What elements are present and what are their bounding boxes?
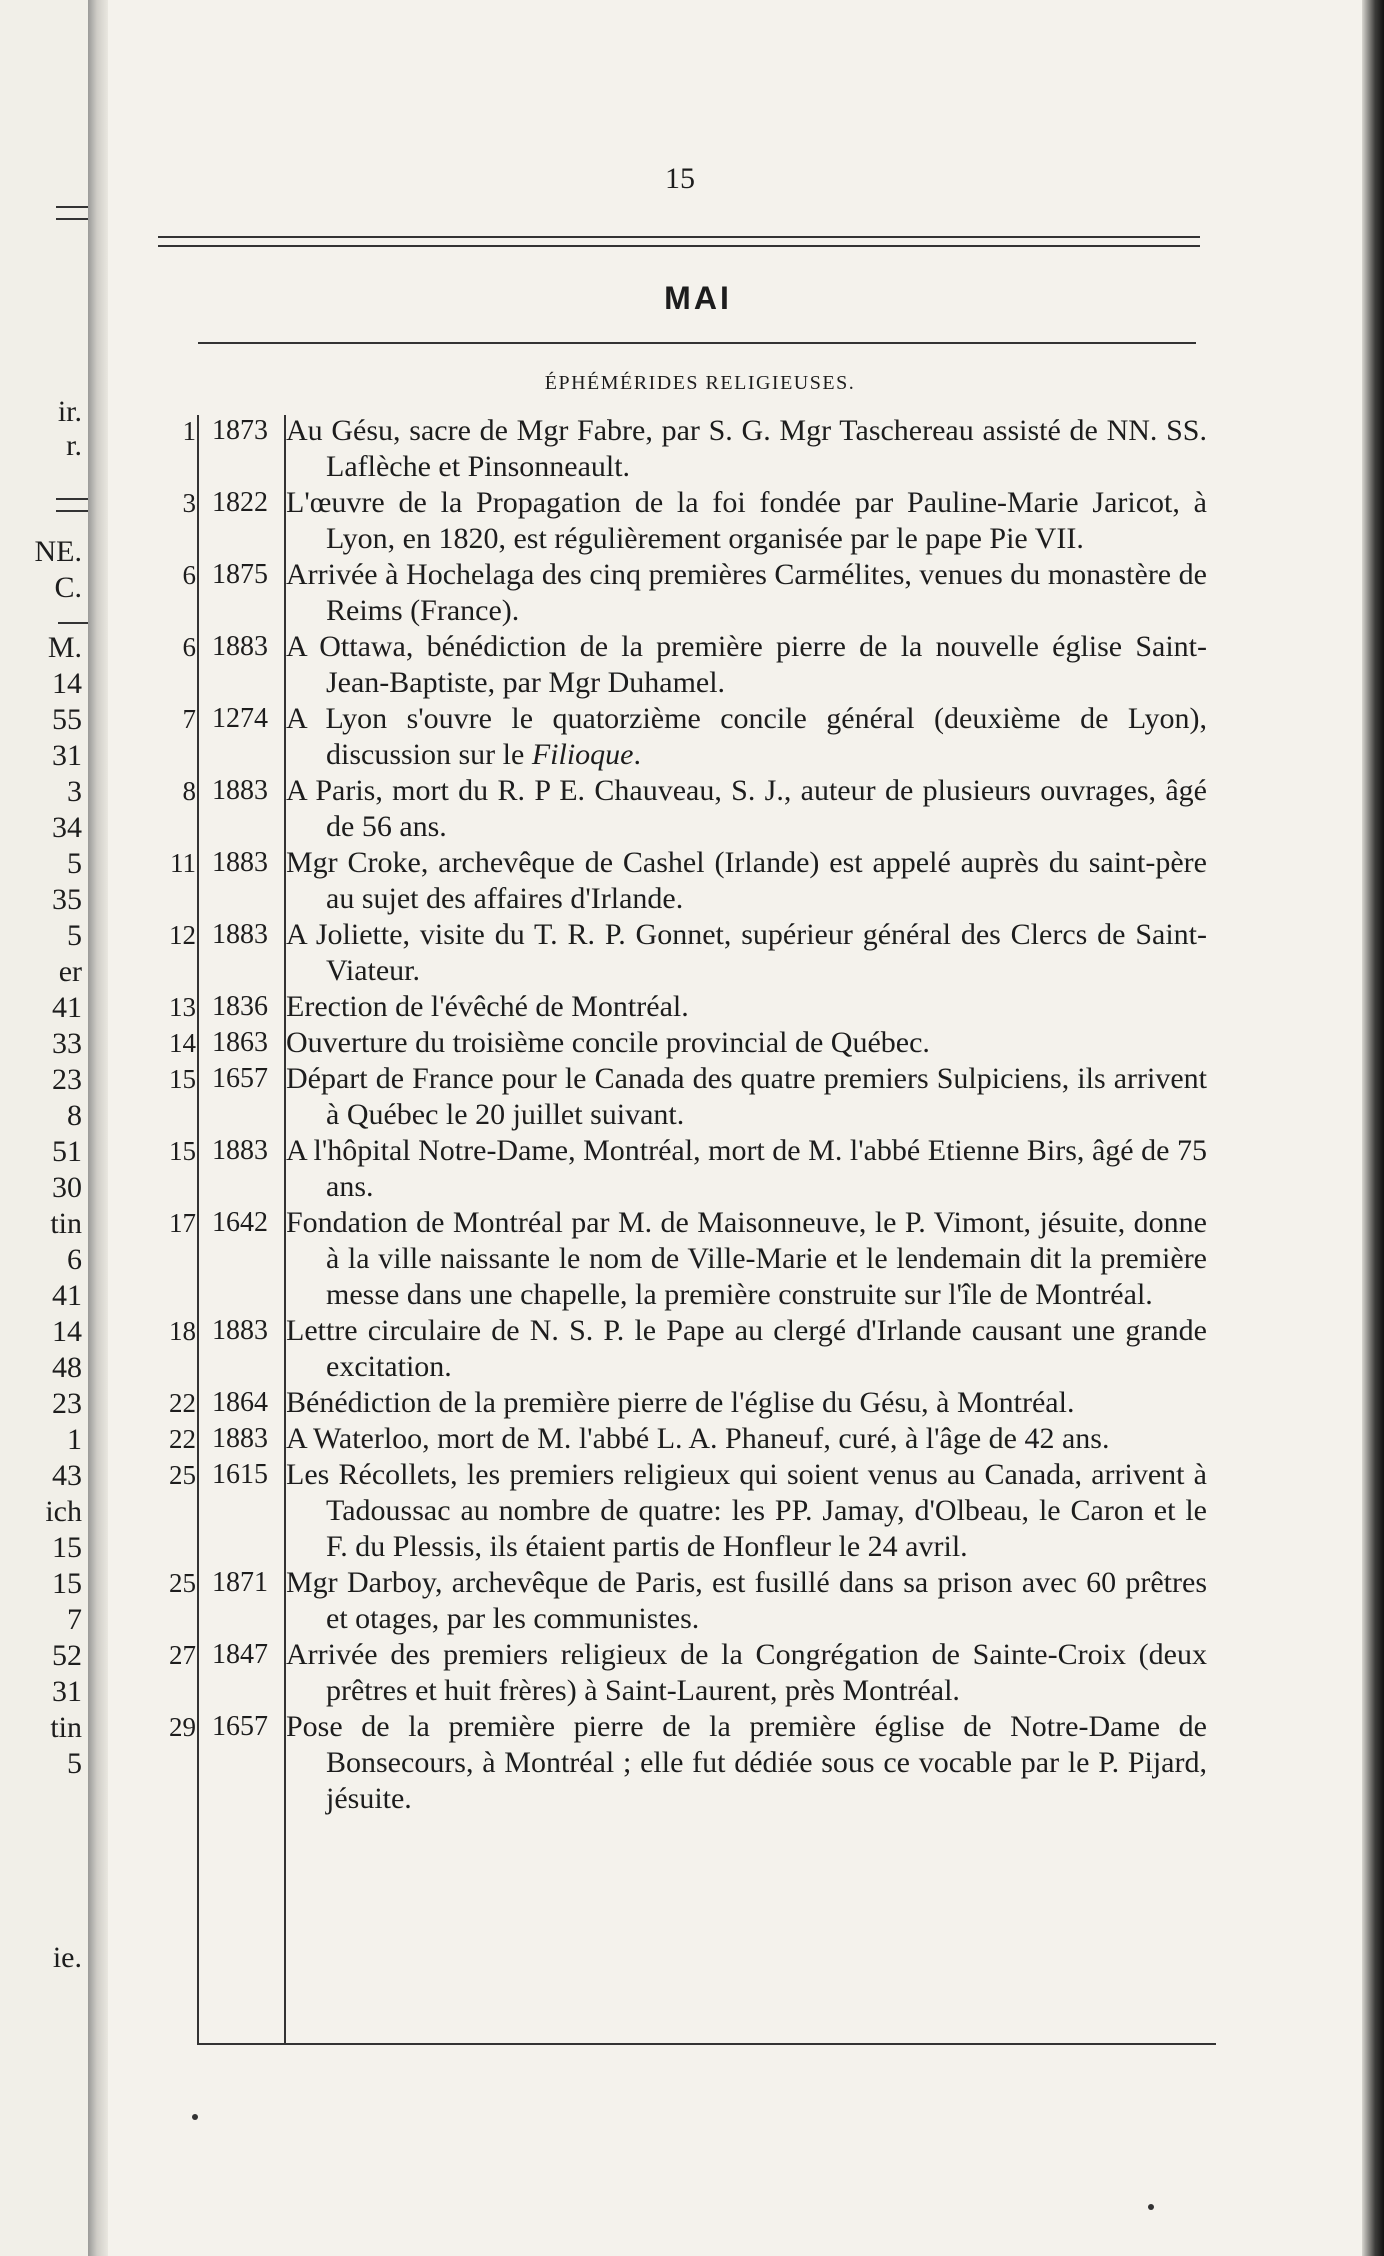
ephemeris-entry — [0, 1133, 1384, 1205]
facing-page-text: tin — [50, 1711, 82, 1744]
ephemeris-entry — [0, 1205, 1384, 1313]
entry-year: 1875 — [212, 559, 268, 590]
facing-page-text: 33 — [52, 1027, 82, 1060]
entry-day: 15 — [169, 1064, 196, 1094]
entry-day: 22 — [169, 1388, 196, 1418]
entry-text — [286, 845, 1207, 917]
entry-day: 25 — [169, 1568, 196, 1598]
facing-page-text: 31 — [52, 739, 82, 772]
entry-day: 8 — [182, 776, 196, 806]
ephemeris-entry — [0, 917, 1384, 989]
entry-text-main: A Joliette, visite du T. R. P. Gonnet, supérieur général des Clercs de Saint-Viateur. — [286, 918, 1207, 987]
facing-page-text: 41 — [52, 991, 82, 1024]
facing-page-text: tin — [50, 1207, 82, 1240]
facing-page-text: M. — [47, 631, 82, 664]
entry-text — [286, 1457, 1207, 1565]
page-number: 15 — [665, 162, 695, 195]
entry-text-main: Pose de la première pierre de la première église de Notre-Dame de Bonsecours, à Montréal ; elle fut dédiée sous ce vocable par le P. Pijard, jésuite. — [286, 1710, 1207, 1815]
entry-day: 18 — [169, 1316, 196, 1346]
facing-page-text: 15 — [52, 1567, 82, 1600]
facing-page-text: ie. — [52, 1941, 82, 1974]
entry-text-main: Départ de France pour le Canada des quatre premiers Sulpiciens, ils arrivent à Québec le 20 juillet suivant. — [286, 1062, 1207, 1131]
entry-year: 1657 — [212, 1711, 268, 1742]
entry-day: 12 — [169, 920, 196, 950]
ephemeris-entry — [0, 1061, 1384, 1133]
facing-page-text: 5 — [67, 1747, 82, 1780]
bottom-rule — [198, 2043, 1216, 2045]
entry-text-main: Ouverture du troisième concile provincial de Québec. — [286, 1026, 930, 1059]
facing-page-text: 31 — [52, 1675, 82, 1708]
entry-year: 1615 — [212, 1459, 268, 1490]
facing-page-double-rule — [56, 206, 88, 220]
entry-text-main: Au Gésu, sacre de Mgr Fabre, par S. G. Mgr Taschereau assisté de NN. SS. Laflèche et Pinsonneault. — [286, 414, 1207, 483]
entry-year: 1863 — [212, 1027, 268, 1058]
entry-day: 27 — [169, 1640, 196, 1670]
entry-day: 6 — [182, 560, 196, 590]
entry-text-main: A Paris, mort du R. P E. Chauveau, S. J., auteur de plusieurs ouvrages, âgé de 56 ans. — [286, 774, 1207, 843]
header-double-rule — [158, 236, 1200, 247]
entry-year: 1864 — [212, 1387, 268, 1418]
facing-page-text: 8 — [67, 1099, 82, 1132]
print-speck — [1148, 2204, 1154, 2210]
entry-year: 1657 — [212, 1063, 268, 1094]
entry-text-main: Bénédiction de la première pierre de l'église du Gésu, à Montréal. — [286, 1386, 1075, 1419]
entry-year: 1274 — [212, 703, 268, 734]
ephemerides-list — [0, 413, 1384, 1817]
entry-text-main: Lettre circulaire de N. S. P. le Pape au clergé d'Irlande causant une grande excitation. — [286, 1314, 1207, 1383]
facing-page-text: 15 — [52, 1531, 82, 1564]
facing-page-text: 14 — [52, 1315, 82, 1348]
page-title: MAI — [664, 280, 732, 316]
ephemeris-entry — [0, 1637, 1384, 1709]
entry-year: 1883 — [212, 1423, 268, 1454]
facing-page-text: C. — [54, 571, 82, 604]
entry-day: 29 — [169, 1712, 196, 1742]
entry-year: 1871 — [212, 1567, 268, 1598]
entry-text — [286, 629, 1207, 701]
facing-page-text: 30 — [52, 1171, 82, 1204]
entry-text-main: Arrivée des premiers religieux de la Congrégation de Sainte-Croix (deux prêtres et huit frères) à Saint-Laurent, près Montréal. — [286, 1638, 1207, 1707]
facing-page-text: NE. — [34, 535, 82, 568]
entry-text — [286, 989, 1207, 1025]
ephemeris-entry — [0, 629, 1384, 701]
facing-page-text: 35 — [52, 883, 82, 916]
entry-year: 1883 — [212, 919, 268, 950]
entry-text-main: A Lyon s'ouvre le quatorzième concile général (deuxième de Lyon), discussion sur le — [286, 702, 1207, 771]
section-subtitle: ÉPHÉMÉRIDES RELIGIEUSES. — [544, 372, 856, 394]
entry-text — [286, 1421, 1207, 1457]
facing-page-text: 3 — [67, 775, 82, 808]
ephemeris-entry — [0, 1709, 1384, 1817]
entry-text-main: Mgr Croke, archevêque de Cashel (Irlande) est appelé auprès du saint-père au sujet des affaires d'Irlande. — [286, 846, 1207, 915]
facing-page-text: 34 — [52, 811, 82, 844]
facing-page-text: 14 — [52, 667, 82, 700]
facing-page-text: r. — [66, 429, 82, 462]
ephemeris-entry — [0, 1565, 1384, 1637]
facing-page-text: 5 — [67, 847, 82, 880]
ephemeris-entry — [0, 1457, 1384, 1565]
facing-page-text: er — [58, 955, 82, 988]
entry-text — [286, 557, 1207, 629]
entry-text — [286, 485, 1207, 557]
entry-text-main: Fondation de Montréal par M. de Maisonneuve, le P. Vimont, jésuite, donne à la ville naissante le nom de Ville-Marie et le lendemain dit la première messe dans une chapelle, la première construite sur l'île de Montréal. — [286, 1206, 1207, 1311]
entry-text-main: A Ottawa, bénédiction de la première pierre de la nouvelle église Saint-Jean-Baptiste, par Mgr Duhamel. — [286, 630, 1207, 699]
entry-text — [286, 773, 1207, 845]
entry-day: 1 — [182, 416, 196, 446]
entry-text-main: Mgr Darboy, archevêque de Paris, est fusillé dans sa prison avec 60 prêtres et otages, par les communistes. — [286, 1566, 1207, 1635]
entry-text — [286, 1205, 1207, 1313]
entry-text — [286, 1709, 1207, 1817]
ephemeris-entry — [0, 1313, 1384, 1385]
entry-year: 1822 — [212, 487, 268, 518]
entry-text — [286, 413, 1207, 485]
ephemeris-entry — [0, 701, 1384, 773]
entry-day: 6 — [182, 632, 196, 662]
entry-day: 11 — [170, 848, 196, 878]
entry-year: 1836 — [212, 991, 268, 1022]
entry-day: 13 — [169, 992, 196, 1022]
print-speck — [192, 2114, 198, 2120]
facing-page-text: ir. — [57, 395, 82, 428]
entry-day: 15 — [169, 1136, 196, 1166]
entry-year: 1883 — [212, 631, 268, 662]
entry-text — [286, 1133, 1207, 1205]
entry-text-main: L'œuvre de la Propagation de la foi fondée par Pauline-Marie Jaricot, à Lyon, en 1820, est régulièrement organisée par le pape Pie VII. — [286, 486, 1207, 555]
entry-text — [286, 1061, 1207, 1133]
facing-page-text: 55 — [52, 703, 82, 736]
entry-text-tail: . — [633, 738, 641, 771]
facing-page-text: 52 — [52, 1639, 82, 1672]
entry-year: 1883 — [212, 1315, 268, 1346]
facing-page-text: 48 — [52, 1351, 82, 1384]
entry-text-main: A l'hôpital Notre-Dame, Montréal, mort de M. l'abbé Etienne Birs, âgé de 75 ans. — [286, 1134, 1207, 1203]
entry-text-main: Erection de l'évêché de Montréal. — [286, 990, 689, 1023]
entry-text — [286, 1313, 1207, 1385]
entry-year: 1883 — [212, 1135, 268, 1166]
entry-year: 1642 — [212, 1207, 268, 1238]
entry-text — [286, 917, 1207, 989]
entry-year: 1847 — [212, 1639, 268, 1670]
ephemeris-entry — [0, 557, 1384, 629]
entry-text-main: Les Récollets, les premiers religieux qui soient venus au Canada, arrivent à Tadoussac au nombre de quatre: les PP. Jamay, d'Olbeau, le Caron et le F. du Plessis, ils étaient partis de Honfleur le 24 avril. — [286, 1458, 1207, 1563]
facing-page-text: 5 — [67, 919, 82, 952]
facing-page-text: 6 — [67, 1243, 82, 1276]
entry-year: 1883 — [212, 847, 268, 878]
ephemeris-entry — [0, 989, 1384, 1025]
ephemeris-entry — [0, 773, 1384, 845]
entry-year: 1883 — [212, 775, 268, 806]
entry-day: 17 — [169, 1208, 196, 1238]
entry-text — [286, 701, 1207, 773]
entry-text-main: Arrivée à Hochelaga des cinq premières Carmélites, venues du monastère de Reims (France). — [286, 558, 1207, 627]
facing-page-text: 23 — [52, 1387, 82, 1420]
entry-text — [286, 1565, 1207, 1637]
entry-text-main: A Waterloo, mort de M. l'abbé L. A. Phaneuf, curé, à l'âge de 42 ans. — [286, 1422, 1110, 1455]
entry-day: 22 — [169, 1424, 196, 1454]
facing-page-text: 41 — [52, 1279, 82, 1312]
entry-day: 3 — [182, 488, 196, 518]
entry-text-italic: Filioque — [531, 738, 634, 771]
entry-text — [286, 1025, 1207, 1061]
facing-page-text: 43 — [52, 1459, 82, 1492]
facing-page-text: ich — [45, 1495, 82, 1528]
entry-day: 25 — [169, 1460, 196, 1490]
ephemeris-entry — [0, 413, 1384, 485]
facing-page-text: 23 — [52, 1063, 82, 1096]
ephemeris-entry — [0, 1025, 1384, 1061]
entry-text — [286, 1385, 1207, 1421]
entry-day: 14 — [169, 1028, 196, 1058]
facing-page-text: 51 — [52, 1135, 82, 1168]
title-rule — [198, 342, 1196, 344]
entry-year: 1873 — [212, 415, 268, 446]
facing-page-text: 1 — [67, 1423, 82, 1456]
ephemeris-entry — [0, 1385, 1384, 1421]
facing-page-text: 7 — [67, 1603, 82, 1636]
entry-day: 7 — [182, 704, 196, 734]
ephemeris-entry — [0, 845, 1384, 917]
entry-text — [286, 1637, 1207, 1709]
ephemeris-entry — [0, 485, 1384, 557]
ephemeris-entry — [0, 1421, 1384, 1457]
